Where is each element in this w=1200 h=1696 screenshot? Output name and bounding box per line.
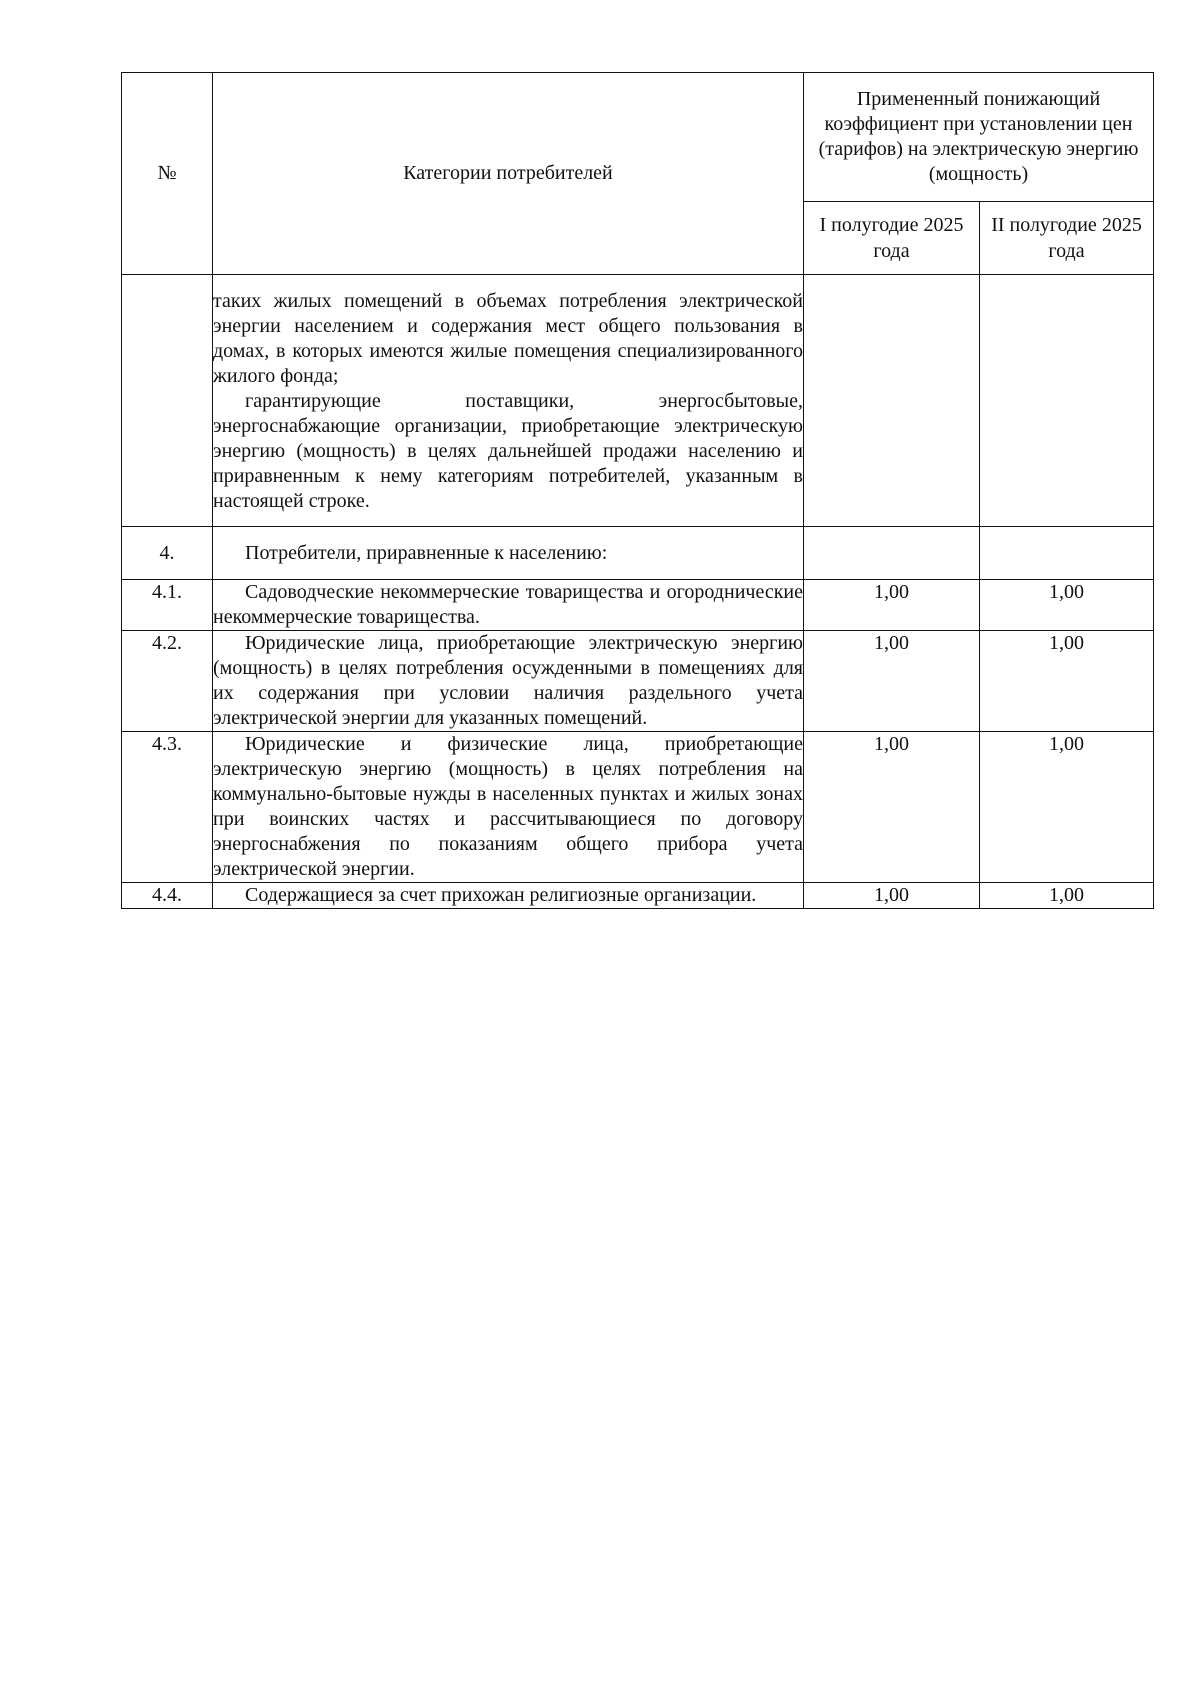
row-number: 4.4. — [122, 883, 213, 909]
row-value-period-1: 1,00 — [804, 732, 980, 883]
table-row — [122, 883, 1154, 909]
header-period-1: I полугодие 2025 года — [804, 202, 980, 275]
row-category — [213, 631, 804, 732]
header-number: № — [122, 73, 213, 275]
row-value-period-2: 1,00 — [980, 732, 1154, 883]
row-number: 4. — [122, 527, 213, 580]
row-number: 4.2. — [122, 631, 213, 732]
row-value-period-1: 1,00 — [804, 631, 980, 732]
header-period-2: II полугодие 2025 года — [980, 202, 1154, 275]
row-value-period-2: 1,00 — [980, 580, 1154, 631]
table-row — [122, 580, 1154, 631]
coefficient-table — [121, 72, 1154, 909]
row-value-period-2: 1,00 — [980, 631, 1154, 732]
row-category-text: Содержащиеся за счет прихожан религиозные организации. — [245, 884, 757, 906]
row-category-text: Юридические лица, приобретающие электрическую энергию (мощность) в целях потребления осужденными в помещениях для их содержания при условии наличия раздельного учета электрической энергии для указанных помещений. — [213, 632, 803, 729]
row-category — [213, 883, 804, 909]
table-row — [122, 527, 1154, 580]
table-header-row — [122, 73, 1154, 202]
row-category — [213, 275, 804, 527]
table-row — [122, 732, 1154, 883]
header-category: Категории потребителей — [213, 73, 804, 275]
row-category-text: Потребители, приравненные к населению: — [245, 541, 608, 564]
table-row — [122, 631, 1154, 732]
continuation-paragraph-1: таких жилых помещений в объемах потребления электрической энергии населением и содержания мест общего пользования в домах, в которых имеются жилые помещения специализированного жилого фонда; — [213, 290, 803, 387]
row-value-period-2: 1,00 — [980, 883, 1154, 909]
row-number — [122, 275, 213, 527]
row-value-period-1 — [804, 527, 980, 580]
row-value-period-1: 1,00 — [804, 883, 980, 909]
row-value-period-2 — [980, 527, 1154, 580]
row-category — [213, 732, 804, 883]
row-value-period-1 — [804, 275, 980, 527]
row-category — [213, 580, 804, 631]
header-coefficient: Примененный понижающий коэффициент при установлении цен (тарифов) на электрическую энергию (мощность) — [804, 73, 1154, 202]
continuation-paragraph-2: гарантирующие поставщики, энергосбытовые, энергоснабжающие организации, приобретающие электрическую энергию (мощность) в целях дальнейшей продажи населению и приравненным к нему категориям потребителей, указанным в настоящей строке. — [213, 390, 803, 512]
row-value-period-1: 1,00 — [804, 580, 980, 631]
row-category-text: Юридические и физические лица, приобретающие электрическую энергию (мощность) в целях потребления на коммунально-бытовые нужды в населенных пунктах и жилых зонах при воинских частях и рассчитывающиеся по договору энергоснабжения по показаниям общего прибора учета электрической энергии. — [213, 733, 803, 880]
row-number: 4.1. — [122, 580, 213, 631]
row-category-text: Садоводческие некоммерческие товарищества и огороднические некоммерческие товарищества. — [213, 581, 803, 628]
table-row-continuation — [122, 275, 1154, 527]
row-category — [213, 527, 804, 580]
row-number: 4.3. — [122, 732, 213, 883]
row-value-period-2 — [980, 275, 1154, 527]
